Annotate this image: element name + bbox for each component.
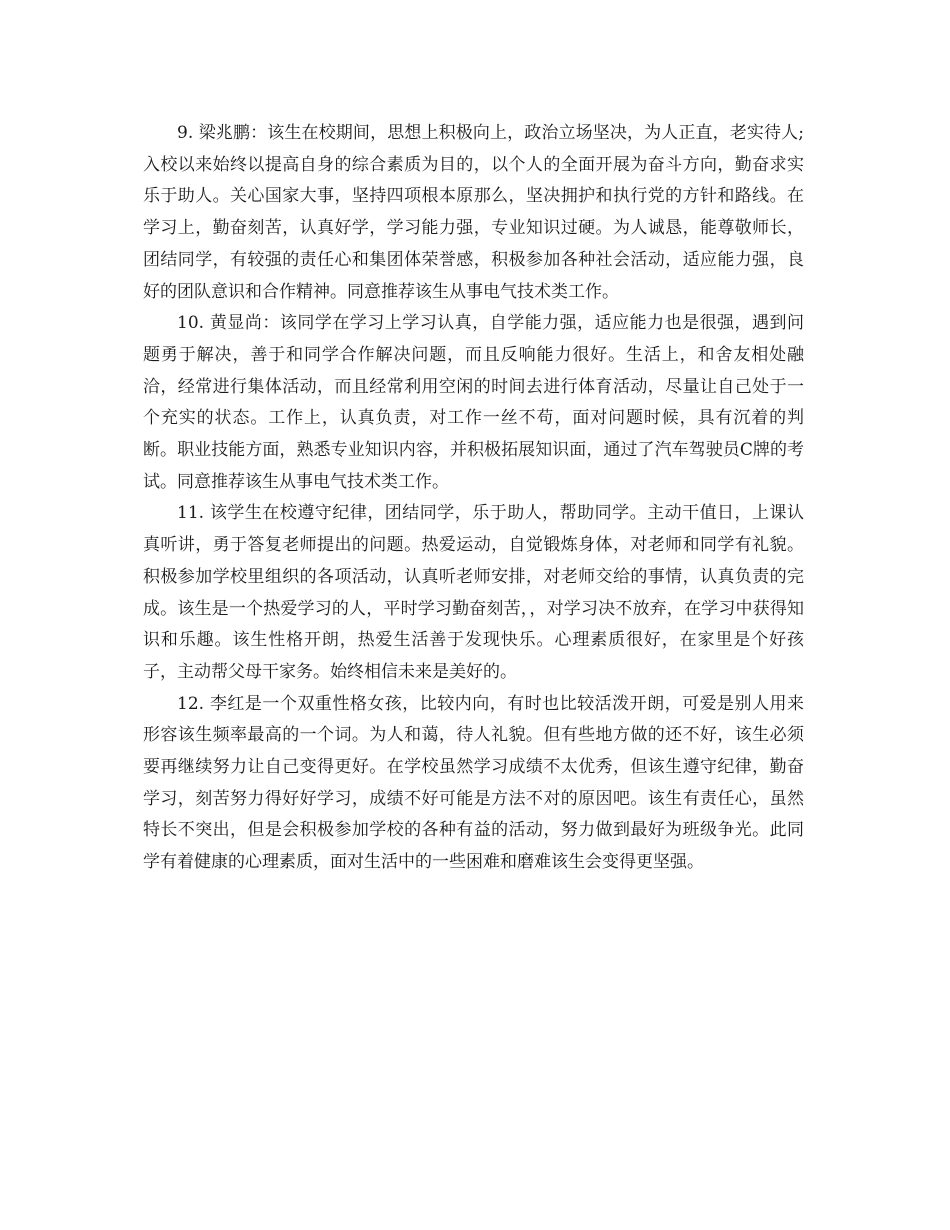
paragraph-10 [143,308,804,498]
paragraph-number: 9. [177,123,194,143]
paragraph-11 [143,498,804,688]
paragraph-9 [143,118,804,308]
paragraph-text: 李红是一个双重性格女孩，比较内向，有时也比较活泼开朗，可爱是别人用来形容该生频率最高的一个词。为人和蔼，待人礼貌。但有些地方做的还不好，该生必须要再继续努力让自己变得更好。在学校虽然学习成绩不太优秀，但该生遵守纪律，勤奋学习，刻苦努力得好好学习，成绩不好可能是方法不对的原因吧。该生有责任心，虽然特长不突出，但是会积极参加学校的各种有益的活动，努力做到最好为班级争光。此同学有着健康的心理素质，面对生活中的一些困难和磨难该生会变得更坚强。 [143,693,804,873]
paragraph-number: 12. [177,693,205,714]
paragraph-text: 黄显尚：该同学在学习上学习认真，自学能力强，适应能力也是很强，遇到问题勇于解决，善于和同学合作解决问题，而且反响能力很好。生活上，和舍友相处融洽，经常进行集体活动，而且经常利用空闲的时间去进行体育活动，尽量让自己处于一个充实的状态。工作上，认真负责，对工作一丝不苟，面对问题时候，具有沉着的判断。职业技能方面，熟悉专业知识内容，并积极拓展知识面，通过了汽车驾驶员C牌的考试。同意推荐该生从事电气技术类工作。 [143,313,804,492]
paragraph-number: 11. [177,503,205,524]
paragraph-text: 该学生在校遵守纪律，团结同学，乐于助人，帮助同学。主动干值日，上课认真听讲，勇于答复老师提出的问题。热爱运动，自觉锻炼身体，对老师和同学有礼貌。积极参加学校里组织的各项活动，认真听老师安排，对老师交给的事情，认真负责的完成。该生是一个热爱学习的人，平时学习勤奋刻苦，，对学习决不放弃，在学习中获得知识和乐趣。该生性格开朗，热爱生活善于发现快乐。心理素质很好，在家里是个好孩子，主动帮父母干家务。始终相信未来是美好的。 [143,503,804,682]
paragraph-12 [143,689,804,879]
paragraph-text: 梁兆鹏：该生在校期间，思想上积极向上，政治立场坚决，为人正直，老实待人;入校以来始终以提高自身的综合素质为目的，以个人的全面开展为奋斗方向，勤奋求实乐于助人。关心国家大事，坚持四项根本原那么，坚决拥护和执行党的方针和路线。在学习上，勤奋刻苦，认真好学，学习能力强，专业知识过硬。为人诚恳，能尊敬师长，团结同学，有较强的责任心和集团体荣誉感，积极参加各种社会活动，适应能力强，良好的团队意识和合作精神。同意推荐该生从事电气技术类工作。 [143,123,805,302]
document-body [143,118,804,879]
paragraph-number: 10. [177,313,205,334]
